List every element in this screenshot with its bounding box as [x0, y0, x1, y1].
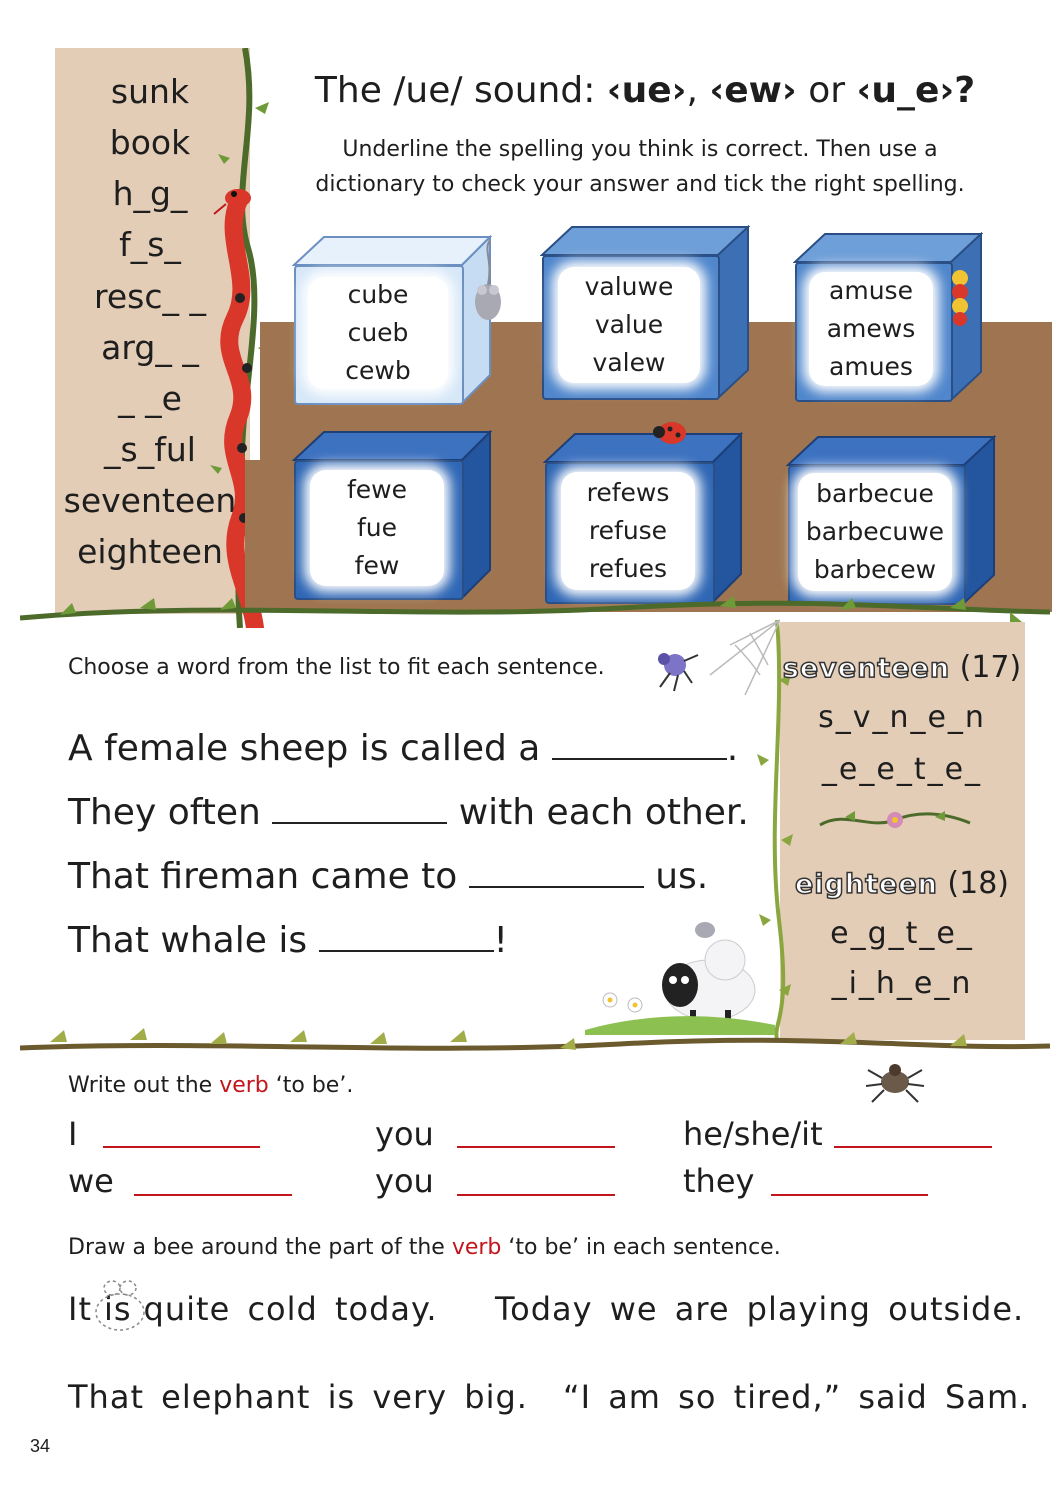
- pronoun-label: we: [68, 1162, 114, 1200]
- word-list-item: arg_ _: [101, 328, 199, 367]
- shelf-background: [245, 460, 275, 610]
- bee-sentence: It is quite cold today.: [68, 1290, 438, 1328]
- instruction-line: dictionary to check your answer and tick the right spelling.: [315, 172, 965, 197]
- sentence-blank[interactable]: [552, 728, 727, 760]
- sentence-blank[interactable]: [272, 792, 447, 824]
- bee-sentence[interactable]: Today we are playing outside.: [495, 1290, 1025, 1328]
- cube-word[interactable]: barbecuwe: [805, 517, 945, 546]
- answer-line[interactable]: [834, 1146, 992, 1148]
- pronoun-label: you: [375, 1162, 434, 1200]
- cube-word[interactable]: refews: [586, 478, 670, 507]
- choose-word-instruction: Choose a word from the list to fit each sentence.: [68, 655, 605, 680]
- word-list-item: _s_ful: [104, 430, 196, 469]
- word-list-item: _ _e: [118, 379, 182, 418]
- page-number: 34: [30, 1436, 51, 1456]
- write-verb-instruction: Write out the verb ‘to be’.: [68, 1073, 354, 1098]
- spider-web-illustration: [650, 615, 780, 700]
- answer-line[interactable]: [771, 1194, 928, 1196]
- word-list-item: sunk: [110, 72, 190, 111]
- pronoun-label: you: [375, 1115, 434, 1153]
- cube-word[interactable]: amews: [826, 314, 916, 343]
- spelling-cube: [292, 235, 492, 405]
- draw-bee-instruction: Draw a bee around the part of the verb ‘to be’ in each sentence.: [68, 1235, 781, 1260]
- cube-word[interactable]: cueb: [347, 318, 409, 347]
- word-list-item: book: [109, 123, 191, 162]
- word-list-item: h_g_: [112, 174, 188, 213]
- fill-in-sentence: They often with each other.: [68, 792, 749, 833]
- word-list-item: eighteen: [77, 532, 223, 571]
- answer-line[interactable]: [103, 1146, 260, 1148]
- sheep-illustration: [585, 905, 775, 1035]
- bee-sentence[interactable]: “I am so tired,” said Sam.: [563, 1378, 1031, 1416]
- word-list-item: seventeen: [63, 481, 237, 520]
- bee-outline-icon: [90, 1278, 150, 1342]
- cube-word[interactable]: amues: [829, 352, 913, 381]
- spider-icon: [860, 1050, 930, 1110]
- fill-in-sentence: A female sheep is called a .: [68, 728, 739, 769]
- spelling-cube: [540, 225, 750, 400]
- sentence-blank[interactable]: [319, 920, 494, 952]
- cube-word[interactable]: cewb: [345, 356, 411, 385]
- spelling-instruction: [285, 132, 995, 202]
- sentence-blank[interactable]: [469, 856, 644, 888]
- caterpillar-illustration: [945, 268, 975, 328]
- cube-word[interactable]: value: [594, 310, 664, 339]
- number-heading-eighteen: eighteen (18): [794, 866, 1009, 901]
- spelling-cube: [786, 435, 996, 605]
- mouse-illustration: [468, 240, 508, 330]
- answer-line[interactable]: [457, 1194, 615, 1196]
- number-word-puzzle[interactable]: _i_h_e_n: [831, 966, 973, 1001]
- cube-word[interactable]: valew: [592, 348, 666, 377]
- number-word-puzzle[interactable]: s_v_n_e_n: [818, 700, 986, 735]
- answer-line[interactable]: [134, 1194, 292, 1196]
- ladybird-illustration: [652, 418, 688, 446]
- spelling-cube: [292, 430, 492, 600]
- cube-word[interactable]: barbecue: [816, 479, 934, 508]
- cube-word[interactable]: fue: [356, 513, 398, 542]
- cube-word[interactable]: fewe: [346, 475, 407, 504]
- fill-in-sentence: That fireman came to us.: [68, 856, 709, 897]
- cube-word[interactable]: amuse: [829, 276, 913, 305]
- cube-word[interactable]: valuwe: [584, 272, 674, 301]
- spelling-cube: [543, 432, 743, 604]
- cube-word[interactable]: few: [354, 551, 400, 580]
- cube-word[interactable]: refues: [588, 554, 668, 583]
- number-word-puzzle[interactable]: e_g_t_e_: [830, 916, 974, 951]
- bee-example-word: is: [92, 1290, 144, 1328]
- bee-sentence[interactable]: That elephant is very big.: [68, 1378, 528, 1416]
- flower-vine-ornament: [815, 805, 975, 835]
- cube-word[interactable]: barbecew: [813, 555, 937, 584]
- number-heading-seventeen: seventeen (17): [782, 650, 1022, 685]
- pronoun-label: he/she/it: [683, 1115, 823, 1153]
- pronoun-label: I: [68, 1115, 78, 1153]
- word-list-item: f_s_: [119, 225, 181, 264]
- fill-in-sentence: That whale is !: [68, 920, 508, 961]
- number-word-puzzle[interactable]: _e_e_t_e_: [821, 752, 983, 787]
- cube-word[interactable]: cube: [347, 280, 409, 309]
- word-list-item: resc_ _: [94, 277, 206, 316]
- answer-line[interactable]: [457, 1146, 615, 1148]
- pronoun-label: they: [683, 1162, 755, 1200]
- instruction-line: Underline the spelling you think is correct. Then use a: [342, 137, 938, 162]
- cube-word[interactable]: refuse: [588, 516, 668, 545]
- page-title: The /ue/ sound: ‹ue›, ‹ew› or ‹u_e›?: [314, 70, 976, 111]
